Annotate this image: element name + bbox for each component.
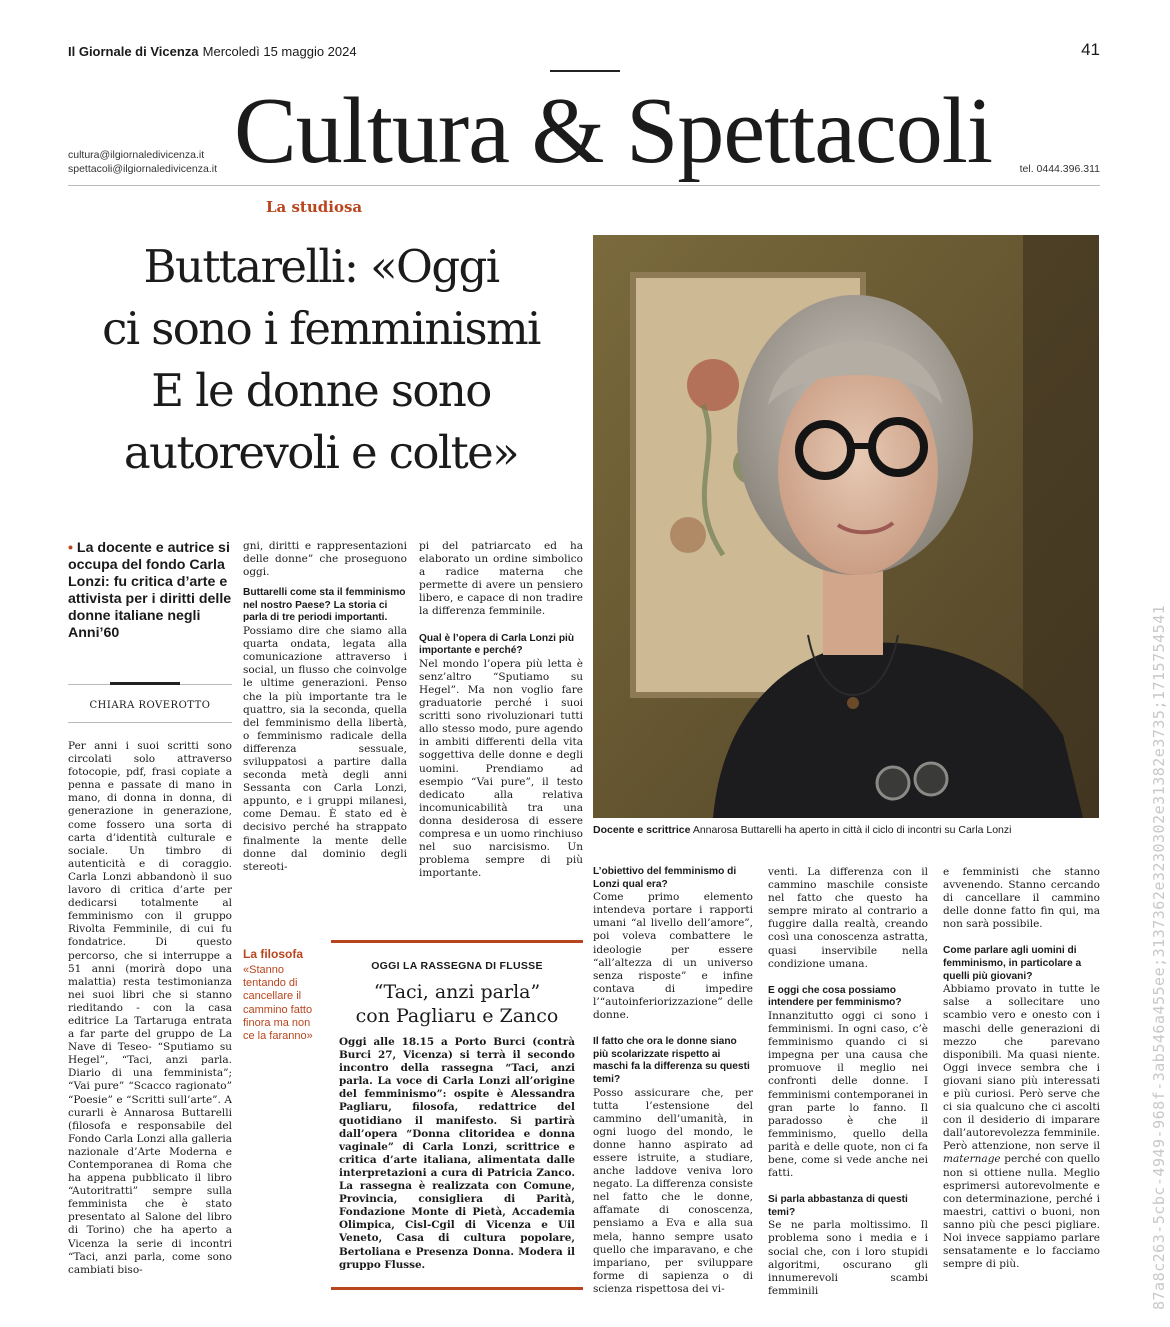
photo-caption bbox=[593, 824, 1099, 836]
photo-caption-text: Annarosa Buttarelli ha aperto in città il ciclo di incontri su Carla Lonzi bbox=[692, 824, 1012, 836]
interview-question: Buttarelli come sta il femminismo nel nostro Paese? La storia ci parla di tre periodi importanti. bbox=[243, 587, 406, 624]
article-column-4 bbox=[593, 866, 753, 1296]
page-number: 41 bbox=[1081, 40, 1100, 59]
section-title: Cultura & Spettacoli bbox=[234, 79, 992, 183]
interview-question: E oggi che cosa possiamo intendere per femminismo? bbox=[768, 984, 902, 1009]
answer-text: perché con quello non si ottiene nulla. Meglio esprimersi autorevolmente e con determinazione, perché i maestri, cattivi o buoni, non sanno più che pesci pigliare. Noi invece sappiamo parlare sensatamente e lo facciamo sempre di più. bbox=[943, 1153, 1100, 1271]
body-paragraph: gni, diritti e rappresentazioni delle donne” che proseguono oggi. bbox=[243, 540, 407, 579]
interview-answer: venti. La differenza con il cammino maschile consiste nel fatto che questo ha sempre mirato al contrario a fuggire dalla realtà, creando così una conoscenza astratta, quasi inservibile nella condizione umana. bbox=[768, 866, 928, 970]
interview-answer: Se ne parla moltissimo. Il problema sono i media e i social che, con i loro stupidi algoritmi, oscurano gli innumerevoli scambi femminili bbox=[768, 1219, 928, 1297]
article-column-3 bbox=[419, 540, 583, 880]
sidebar-rule-top bbox=[331, 940, 583, 943]
article-column-5 bbox=[768, 866, 928, 1298]
email-spettacoli[interactable]: spettacoli@ilgiornaledivicenza.it bbox=[68, 163, 217, 175]
interview-answer: Innanzitutto oggi ci sono i femminismi. In ogni caso, c’è femminismo quando ci si impegna per una causa che promuove il meglio nei confronti delle donne. I femminismi contemporanei in gran parte lo fanno. Il paradosso è che il femminismo, quello della parità e delle quote, non ci fa bene, come si vede anche nei fatti. bbox=[768, 1009, 928, 1180]
article-kicker: La studiosa bbox=[266, 198, 363, 216]
interview-answer: Nel mondo l’opera più letta è senz’altro “Sputiamo su Hegel”. Ma non voglio fare graduatorie perché i suoi scritti sono rivoluzionari tutti allo stesso modo, pure agendo in ambiti differenti della vita soggettiva delle donne e degli uomini. Prendiamo ad esempio “Vai pure”, il testo dedicato alla relativa incomunicabilità tra una donna desiderosa di essere compresa e un uomo rinchiuso nel suo narcisismo. Un problema sempre di più importante. bbox=[419, 657, 583, 880]
headline-line: autorevoli e colte» bbox=[123, 426, 519, 479]
headline-line: Buttarelli: «Oggi bbox=[143, 240, 499, 293]
body-paragraph: pi del patriarcato ed ha elaborato un ordine simbolico a radice materna che permette di avere un pensiero libero, e capace di non tradire la differenza femminile. bbox=[419, 540, 583, 618]
sidebar-title-line: “Taci, anzi parla” bbox=[373, 981, 541, 1003]
article-column-2 bbox=[243, 540, 407, 874]
email-cultura[interactable]: cultura@ilgiornaledivicenza.it bbox=[68, 149, 205, 161]
portrait-illustration bbox=[593, 235, 1099, 818]
interview-question: Come parlare agli uomini di femminismo, in particolare a quelli più giovani? bbox=[943, 945, 1082, 982]
article-headline bbox=[60, 236, 582, 484]
headline-line: E le donne sono bbox=[151, 364, 491, 417]
answer-text: Abbiamo provato in tutte le salse a sollecitare uno scambio vero e onesto con i maschi delle generazioni di mezzo che parevano disponibili. Ma quasi niente. Oggi invece sembra che i giovani siano più interessati e più curiosi. Però serve che ci sia qualcuno che ci ascolti con il desiderio di imparare dall’autorevolezza femminile. Però attenzione, non serve il bbox=[943, 983, 1100, 1153]
pull-quote-text: «Stanno tentando di cancellare il cammino fatto finora ma non ce la faranno» bbox=[243, 964, 313, 1043]
sidebar-body: Oggi alle 18.15 a Porto Burci (contrà Burci 27, Vicenza) si terrà il secondo incontro della rassegna “Taci, anzi parla. La voce di Carla Lonzi all’origine del femminismo”: ospite è Alessandra Pagliaru, filosofa, redattrice del quotidiano il manifesto. Si partirà dall’opera “Donna clitoridea e donna vaginale” di Carla Lonzi, scrittrice e critica d’arte italiana, alimentata dalle interpretazioni a cura di Patricia Zanco. La rassegna è realizzata con Comune, Provincia, consigliera di Parità, Fondazione Monte di Pietà, Accademia Olimpica, Cisl-Cgil di Vicenza e Uil Veneto, Casa di cultura popolare, Bertoliana e Presenza Donna. Modera il gruppo Flusse. bbox=[339, 1036, 575, 1271]
summary-text: La docente e autrice si occupa del fondo Carla Lonzi: fu critica d’arte e attivista per i diritti delle donne italiane negli Anni’60 bbox=[68, 540, 232, 641]
article-photo bbox=[593, 235, 1099, 818]
photo-caption-title: Docente e scrittrice bbox=[593, 824, 691, 836]
body-paragraph: Per anni i suoi scritti sono circolati solo attraverso fotocopie, pdf, frasi copiate a penna e passate di mano in mano, di donna in donna, di generazione in generazione, come fossero una sorta di carta d’identità culturale e sociale. Un timbro di autenticità e di coraggio. Carla Lonzi abbandonò il suo lavoro di critica d’arte per dedicarsi totalmente al femminismo con il gruppo Rivolta Femminile, di cui fu fondatrice. Di questo percorso, che si interruppe a 51 anni (morirà dopo una malattia) resta testimonianza nei suoi libri che si stanno rieditando - con la casa editrice La Tartaruga entrata a far parte del gruppo de La Nave di Teseo- “Sputiamo su Hegel”, “Taci, anzi parla. Diario di una femminista”; “Vai pure” “Scacco ragionato” “Poesie” e “Scritti sull’arte”. A curarli è Annarosa Buttarelli (filosofa e responsabile del Fondo Carla Lonzi alla galleria nazionale d’Arte Moderna e Contemporanea di Roma che ha appena pubblicato il libro “Autoritratti” sempre sulla femminista che è stato presentato al Salone del libro di Torino) che ha aperto a Vicenza la serie di incontri “Taci, anzi parla, come sono cambiati biso- bbox=[68, 740, 232, 1276]
pull-quote-label: La filosofa bbox=[243, 947, 304, 961]
byline-rule-accent bbox=[110, 682, 180, 685]
interview-answer: e femministi che stanno avvenendo. Stanno cercando di cancellare il cammino delle donne fatto fin qui, ma non sarà possibile. bbox=[943, 866, 1100, 931]
paper-header bbox=[68, 44, 357, 60]
section-phone: tel. 0444.396.311 bbox=[1019, 163, 1100, 175]
answer-italic-term: maternage bbox=[943, 1153, 1001, 1166]
headline-line: ci sono i femminismi bbox=[102, 302, 540, 355]
sidebar-title bbox=[331, 980, 583, 1028]
issue-date: Mercoledì 15 maggio 2024 bbox=[202, 44, 357, 59]
interview-question: Si parla abbastanza di questi temi? bbox=[768, 1194, 908, 1218]
article-column-1 bbox=[68, 740, 232, 1277]
article-summary bbox=[68, 540, 232, 642]
interview-answer: Possiamo dire che siamo alla quarta ondata, legata alla comunicazione attraverso i social, un flusso che coinvolge le ultime generazioni. Penso che la più importante tra le quattro, sia la seconda, quella del femminismo della libertà, o femminismo radicale della differenza sessuale, sviluppatosi a partire dalla seconda metà degli anni Sessanta con Carla Lonzi, appunto, e i gruppi milanesi, come Demau. È stato ed è decisivo perché ha strappato finalmente la mente delle donne dal dominio degli stereoti- bbox=[243, 625, 407, 873]
sidebar-rule-bottom bbox=[331, 1287, 583, 1290]
interview-question: Il fatto che ora le donne siano più scolarizzate rispetto ai maschi fa la differenza su questi temi? bbox=[593, 1036, 750, 1085]
interview-question: L’obiettivo del femminismo di Lonzi qual era? bbox=[593, 866, 737, 890]
interview-question: Qual è l’opera di Carla Lonzi più importante e perché? bbox=[419, 632, 575, 657]
sidebar-title-line: con Pagliaru e Zanco bbox=[355, 1005, 559, 1027]
interview-answer: Come primo elemento intendeva portare i rapporti umani “al livello dell’amore”, poi voleva combattere le ideologie per essere “all’altezza di un universo senza risposte” e infine contava di impedire l’“autoinferiorizzazione” delle donne. bbox=[593, 891, 753, 1022]
sidebar-kicker: OGGI LA RASSEGNA DI FLUSSE bbox=[371, 960, 543, 972]
interview-answer: Posso assicurare che, per tutta l’estensione del cammino dell’umanità, in ogni luogo del mondo, le donne hanno aspirato ad essere istruite, a studiare, anche laddove veniva loro negato. La differenza consiste nel fatto che le donne, affamate di conoscenza, pensiamo a Eva e alla sua mela, hanno sempre usato quello che imparavano, e che impariano, per sviluppare forme di sapienza o di scienza rispettosa dei vi- bbox=[593, 1086, 753, 1295]
side-tracking-code: 87a8c263-5cbc-4949-968f-3ab546a455ee;3137362e3230302e31382e3735;1715754541 bbox=[1150, 604, 1168, 1310]
top-rule bbox=[550, 70, 620, 72]
byline: CHIARA ROVEROTTO bbox=[89, 700, 211, 711]
article-column-6 bbox=[943, 866, 1100, 1271]
header-rule bbox=[68, 185, 1100, 186]
interview-answer bbox=[943, 983, 1100, 1271]
byline-rule bbox=[68, 722, 232, 723]
section-contacts bbox=[68, 148, 217, 176]
bullet-icon: • bbox=[68, 540, 73, 556]
paper-name: Il Giornale di Vicenza bbox=[68, 44, 199, 59]
